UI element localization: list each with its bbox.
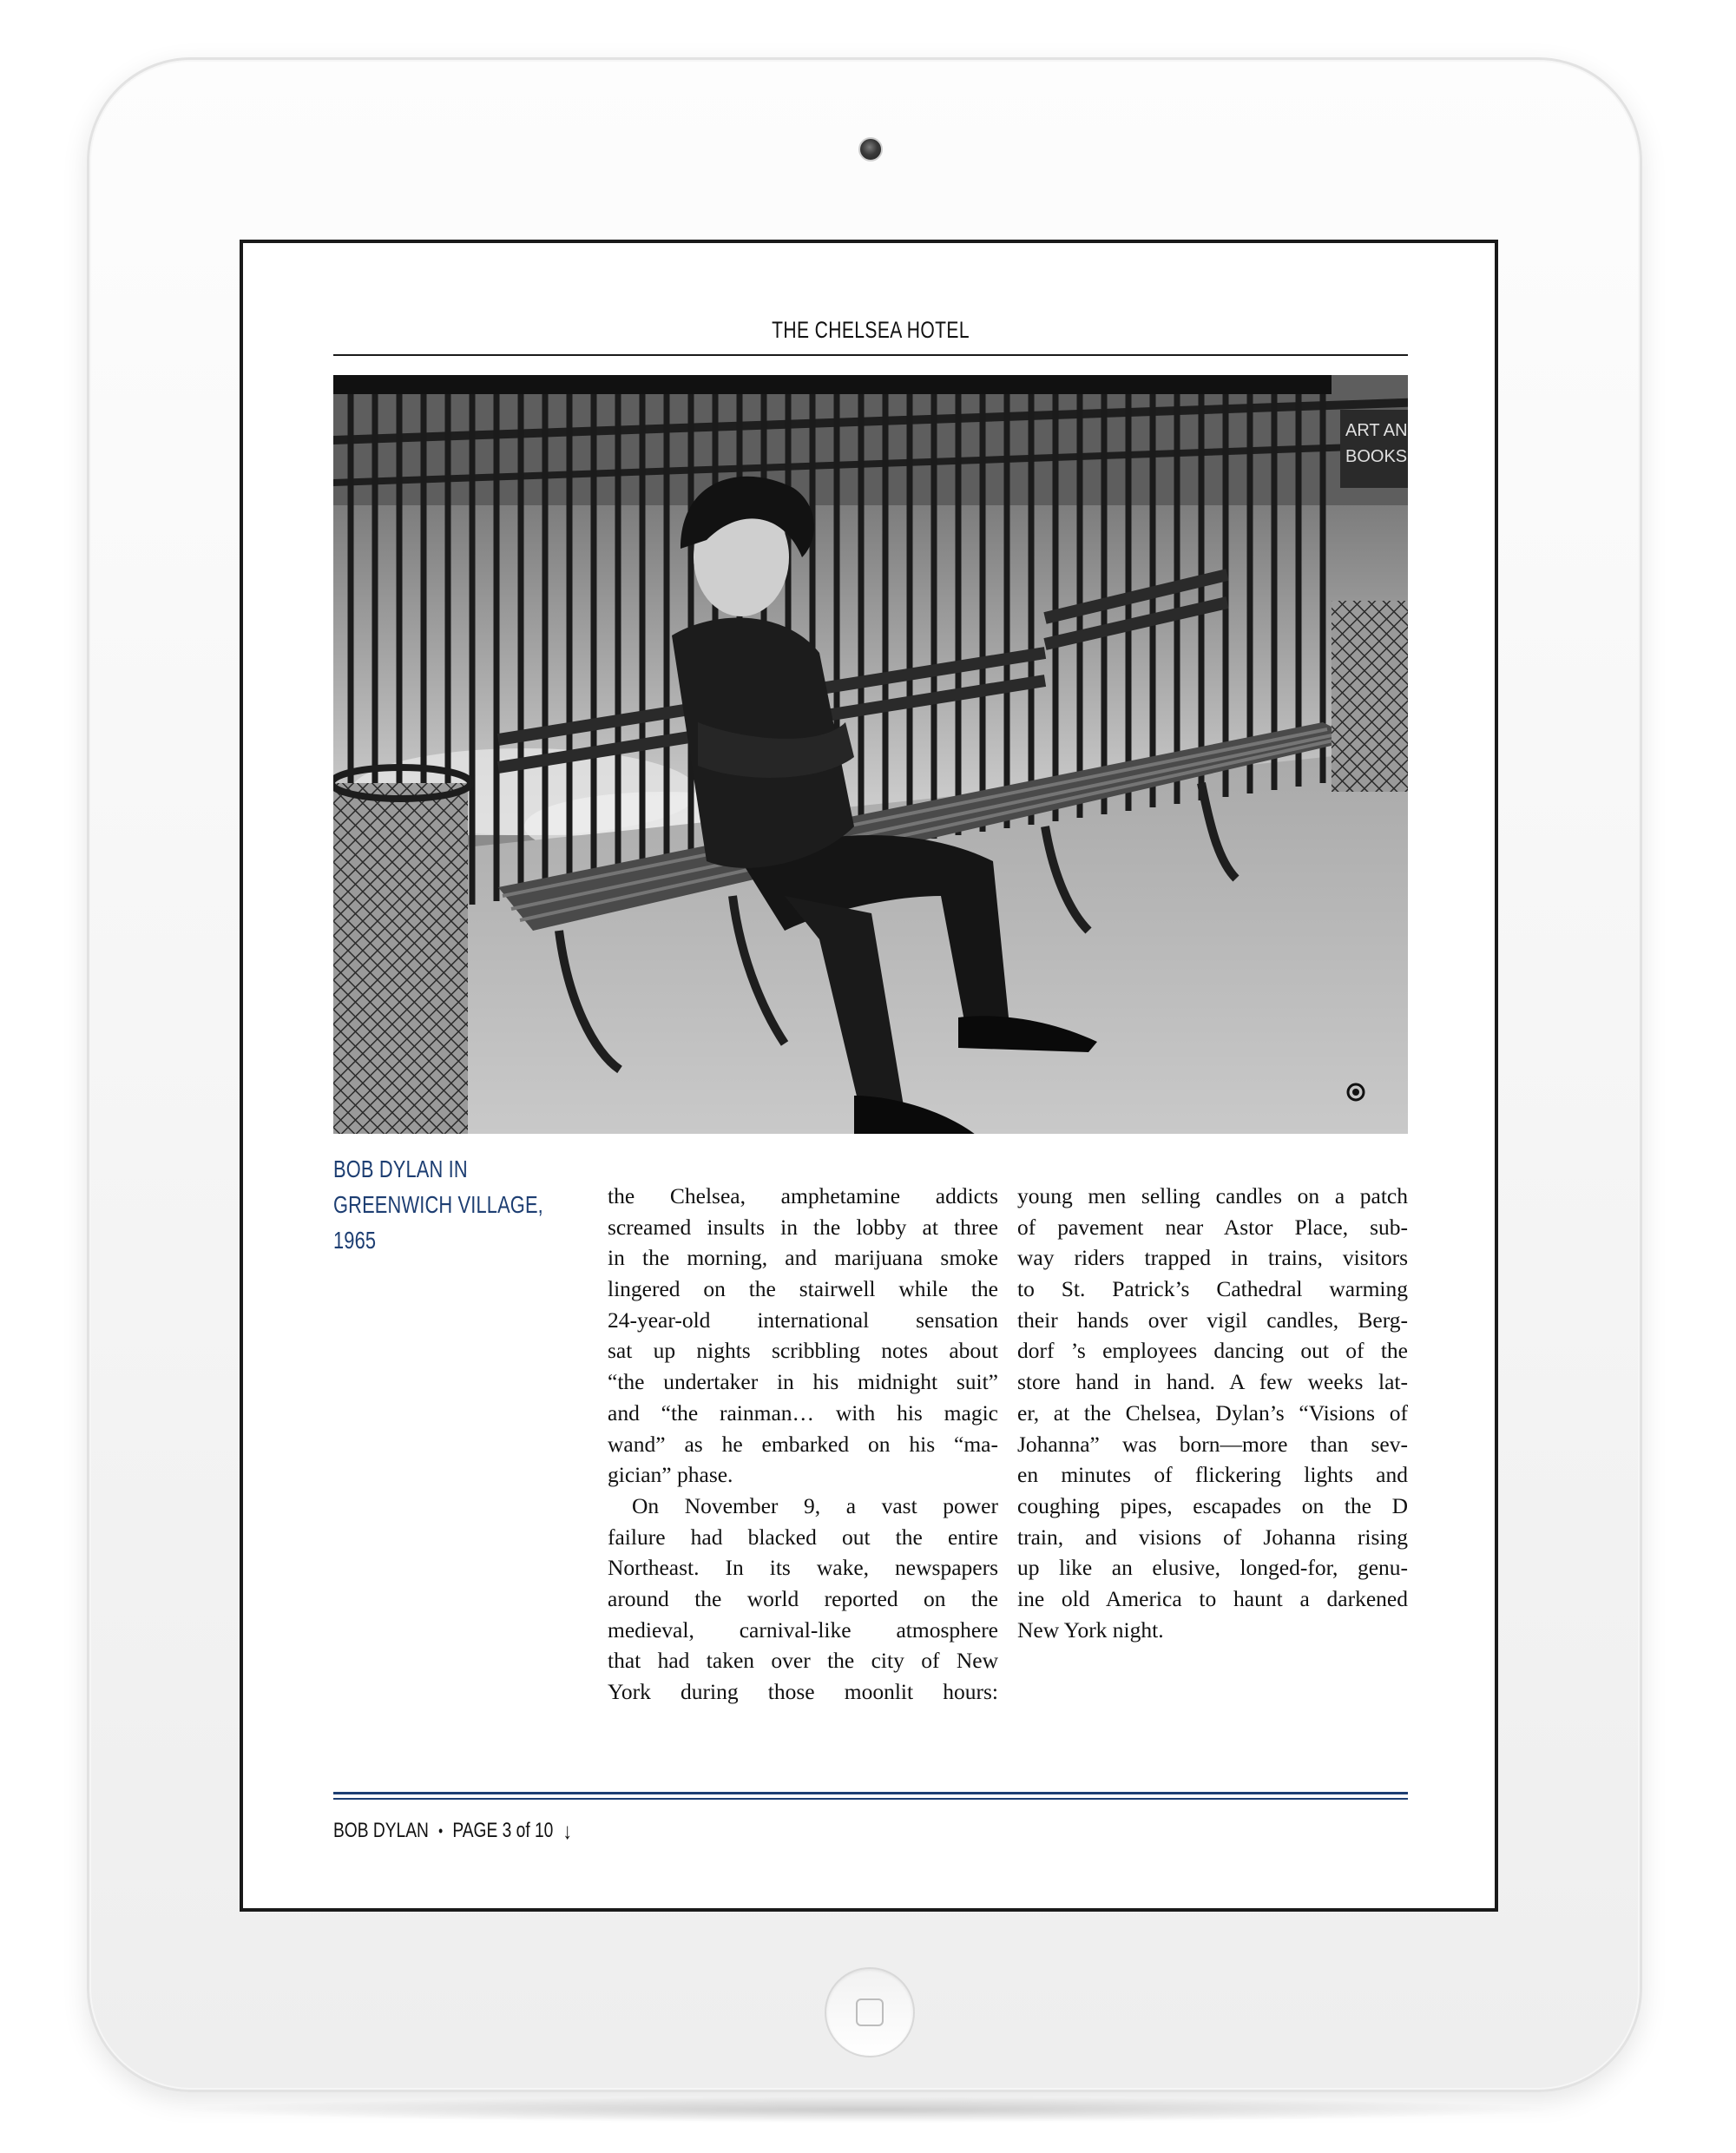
page-indicator: PAGE 3 of 10 bbox=[452, 1819, 554, 1842]
text-line: around the world reported on the bbox=[608, 1585, 998, 1611]
text-line: Northeast. In its wake, newspapers bbox=[608, 1555, 998, 1581]
caption-line: BOB DYLAN IN bbox=[333, 1156, 468, 1182]
text-line: in the morning, and marijuana smoke bbox=[608, 1245, 998, 1271]
front-camera bbox=[858, 137, 883, 161]
tablet-screen bbox=[240, 240, 1498, 1912]
text-line: way riders trapped in trains, visitors bbox=[1017, 1245, 1408, 1271]
article-column-1 bbox=[608, 1181, 998, 1708]
text-line: train, and visions of Johanna rising bbox=[1017, 1524, 1408, 1550]
text-line: en minutes of flickering lights and bbox=[1017, 1462, 1408, 1488]
text-line: to St. Patrick’s Cathedral warming bbox=[1017, 1276, 1408, 1302]
text-line: coughing pipes, escapades on the D bbox=[1017, 1492, 1408, 1518]
footer-section-label: BOB DYLAN bbox=[333, 1819, 429, 1842]
text-line: “the undertaker in his midnight suit” bbox=[608, 1369, 998, 1395]
caption-line: GREENWICH VILLAGE, bbox=[333, 1191, 543, 1218]
photo-caption bbox=[333, 1151, 543, 1258]
text-line: Johanna” was born—more than sev- bbox=[1017, 1431, 1408, 1457]
page-footer bbox=[333, 1816, 572, 1846]
text-line: that had taken over the city of New bbox=[608, 1648, 998, 1674]
footer-rule bbox=[333, 1798, 1408, 1800]
caption-line: 1965 bbox=[333, 1227, 377, 1254]
text-line: 24-year-old international sensation bbox=[608, 1307, 998, 1333]
page-header bbox=[333, 309, 1408, 356]
text-line: er, at the Chelsea, Dylan’s “Visions of bbox=[1017, 1399, 1408, 1425]
page-title: THE CHELSEA HOTEL bbox=[772, 317, 970, 343]
text-line: ine old America to haunt a darkened bbox=[1017, 1585, 1408, 1611]
text-line: and “the rainman… with his magic bbox=[608, 1399, 998, 1425]
article-column-2 bbox=[1017, 1181, 1408, 1645]
text-line: On November 9, a vast power bbox=[632, 1492, 998, 1518]
arrow-down-icon[interactable]: ↓ bbox=[562, 1817, 572, 1844]
text-line: the Chelsea, amphetamine addicts bbox=[608, 1183, 998, 1208]
device-shadow bbox=[174, 2097, 1562, 2123]
footer-rule bbox=[333, 1792, 1408, 1794]
text-line: screamed insults in the lobby at three bbox=[608, 1214, 998, 1240]
text-line: of pavement near Astor Place, sub- bbox=[1017, 1214, 1408, 1240]
photo-illustration bbox=[333, 375, 1408, 1134]
article-photo bbox=[333, 375, 1408, 1134]
text-line: store hand in hand. A few weeks lat- bbox=[1017, 1369, 1408, 1395]
text-line: lingered on the stairwell while the bbox=[608, 1276, 998, 1302]
text-line: wand” as he embarked on his “ma- bbox=[608, 1431, 998, 1457]
text-line: failure had blacked out the entire bbox=[608, 1524, 998, 1550]
text-line: medieval, carnival-like atmosphere bbox=[608, 1616, 998, 1643]
text-line: up like an elusive, longed-for, genu- bbox=[1017, 1555, 1408, 1581]
text-line: dorf ’s employees dancing out of the bbox=[1017, 1338, 1408, 1364]
home-button-icon bbox=[856, 1998, 884, 2026]
bullet-separator-icon: • bbox=[438, 1821, 444, 1840]
text-line: gician” phase. bbox=[608, 1462, 733, 1488]
text-line: New York night. bbox=[1017, 1616, 1164, 1643]
text-line: sat up nights scribbling notes about bbox=[608, 1338, 998, 1364]
text-line: their hands over vigil candles, Berg- bbox=[1017, 1307, 1408, 1333]
home-button[interactable] bbox=[825, 1967, 915, 2058]
bookshop-sign-line-2: BOOKS bbox=[1345, 447, 1408, 466]
bookshop-sign-line-1: ART AN bbox=[1345, 421, 1408, 440]
text-line: York during those moonlit hours: bbox=[608, 1679, 998, 1704]
text-line: young men selling candles on a patch bbox=[1017, 1183, 1408, 1208]
